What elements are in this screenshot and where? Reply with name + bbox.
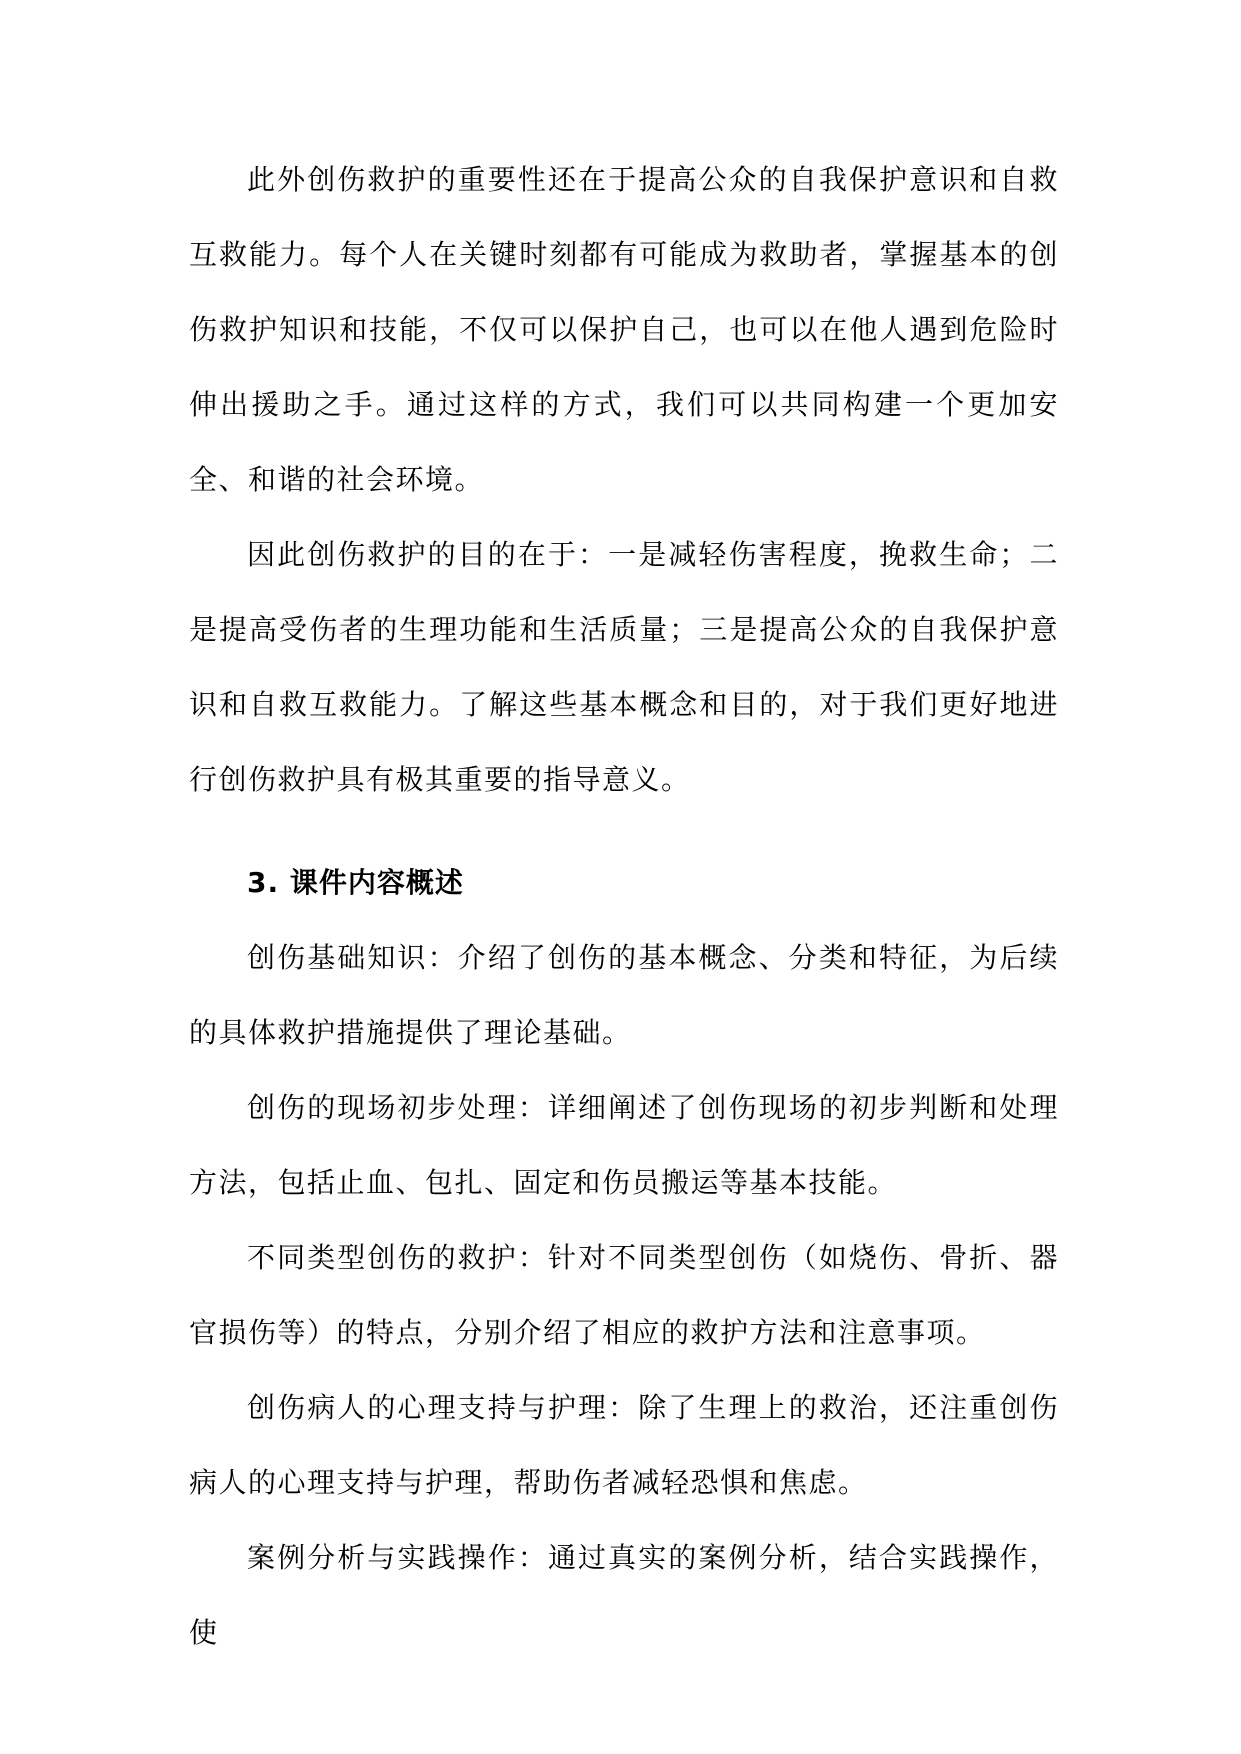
paragraph-rescue-purpose: 因此创伤救护的目的在于：一是减轻伤害程度，挽救生命；二是提高受伤者的生理功能和生活质量；三是提高公众的自我保护意识和自救互救能力。了解这些基本概念和目的，对于我们更好地进行创伤救护具有极其重要的指导意义。 <box>189 538 1059 796</box>
paragraph-public-awareness: 此外创伤救护的重要性还在于提高公众的自我保护意识和自救互救能力。每个人在关键时刻都有可能成为救助者，掌握基本的创伤救护知识和技能，不仅可以保护自己，也可以在他人遇到危险时伸出援助之手。通过这样的方式，我们可以共同构建一个更加安全、和谐的社会环境。 <box>189 163 1059 496</box>
paragraph-psychological-support: 创伤病人的心理支持与护理：除了生理上的救治，还注重创伤病人的心理支持与护理，帮助伤者减轻恐惧和焦虑。 <box>189 1391 1059 1499</box>
paragraph-case-analysis: 案例分析与实践操作：通过真实的案例分析，结合实践操作，使 <box>189 1541 1059 1649</box>
section-heading: 3. 课件内容概述 <box>247 866 464 899</box>
paragraph-trauma-basics: 创伤基础知识：介绍了创伤的基本概念、分类和特征，为后续的具体救护措施提供了理论基础。 <box>189 941 1059 1049</box>
paragraph-field-treatment: 创伤的现场初步处理：详细阐述了创伤现场的初步判断和处理方法，包括止血、包扎、固定和伤员搬运等基本技能。 <box>189 1091 1059 1199</box>
document-body <box>189 142 1059 1670</box>
paragraph-trauma-types: 不同类型创伤的救护：针对不同类型创伤（如烧伤、骨折、器官损伤等）的特点，分别介绍了相应的救护方法和注意事项。 <box>189 1241 1059 1349</box>
